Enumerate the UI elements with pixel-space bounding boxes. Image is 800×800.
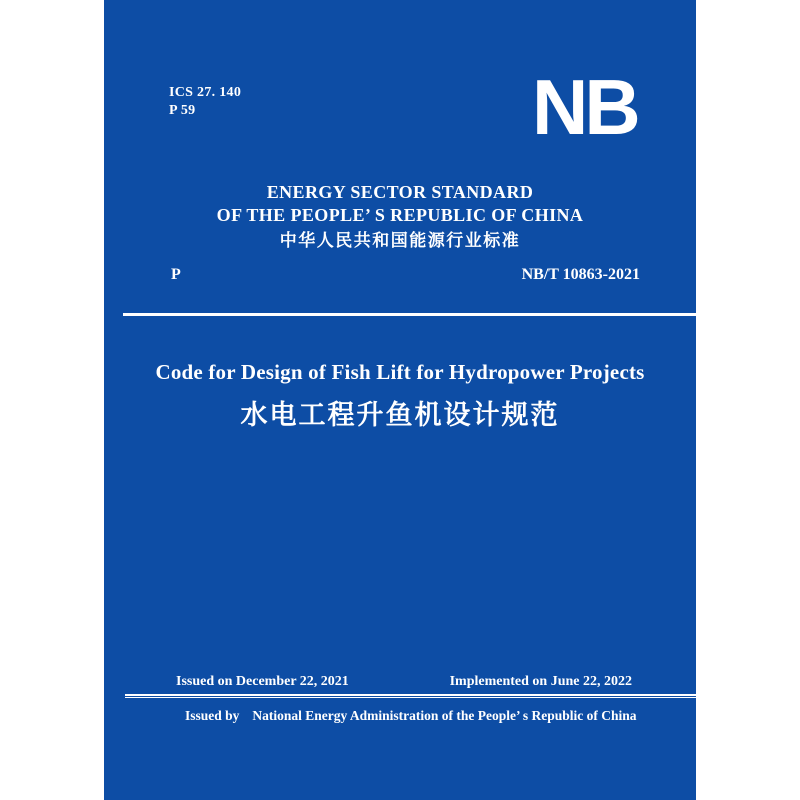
document-number-row — [171, 265, 640, 285]
standard-name-en-line2: OF THE PEOPLE’ S REPUBLIC OF CHINA — [216, 204, 584, 225]
ics-code: ICS 27. 140 — [169, 85, 242, 100]
standard-name-cn: 中华人民共和国能源行业标准 — [279, 231, 521, 250]
issuer-row — [185, 706, 676, 726]
nb-logo: NB — [532, 63, 637, 151]
footer-divider-line — [125, 694, 696, 699]
standard-name-en-line1: ENERGY SECTOR STANDARD — [266, 182, 534, 202]
class-code: P 59 — [169, 103, 196, 118]
dates-row — [176, 672, 632, 692]
document-title-cn: 水电工程升鱼机设计规范 — [240, 400, 560, 430]
document-title-en: Code for Design of Fish Lift for Hydropower Projects — [155, 360, 645, 384]
standard-name-block — [104, 181, 696, 253]
standard-cover — [104, 0, 696, 800]
header-divider-line — [123, 313, 696, 316]
category-letter: P — [171, 266, 181, 283]
classification-block — [169, 84, 241, 120]
standard-number: NB/T 10863-2021 — [521, 266, 640, 283]
issued-date: Issued on December 22, 2021 — [176, 674, 349, 689]
implemented-date: Implemented on June 22, 2022 — [449, 674, 632, 689]
issued-by-value: National Energy Administration of the People’ s Republic of China — [252, 708, 637, 723]
issued-by-label: Issued by — [185, 708, 240, 723]
